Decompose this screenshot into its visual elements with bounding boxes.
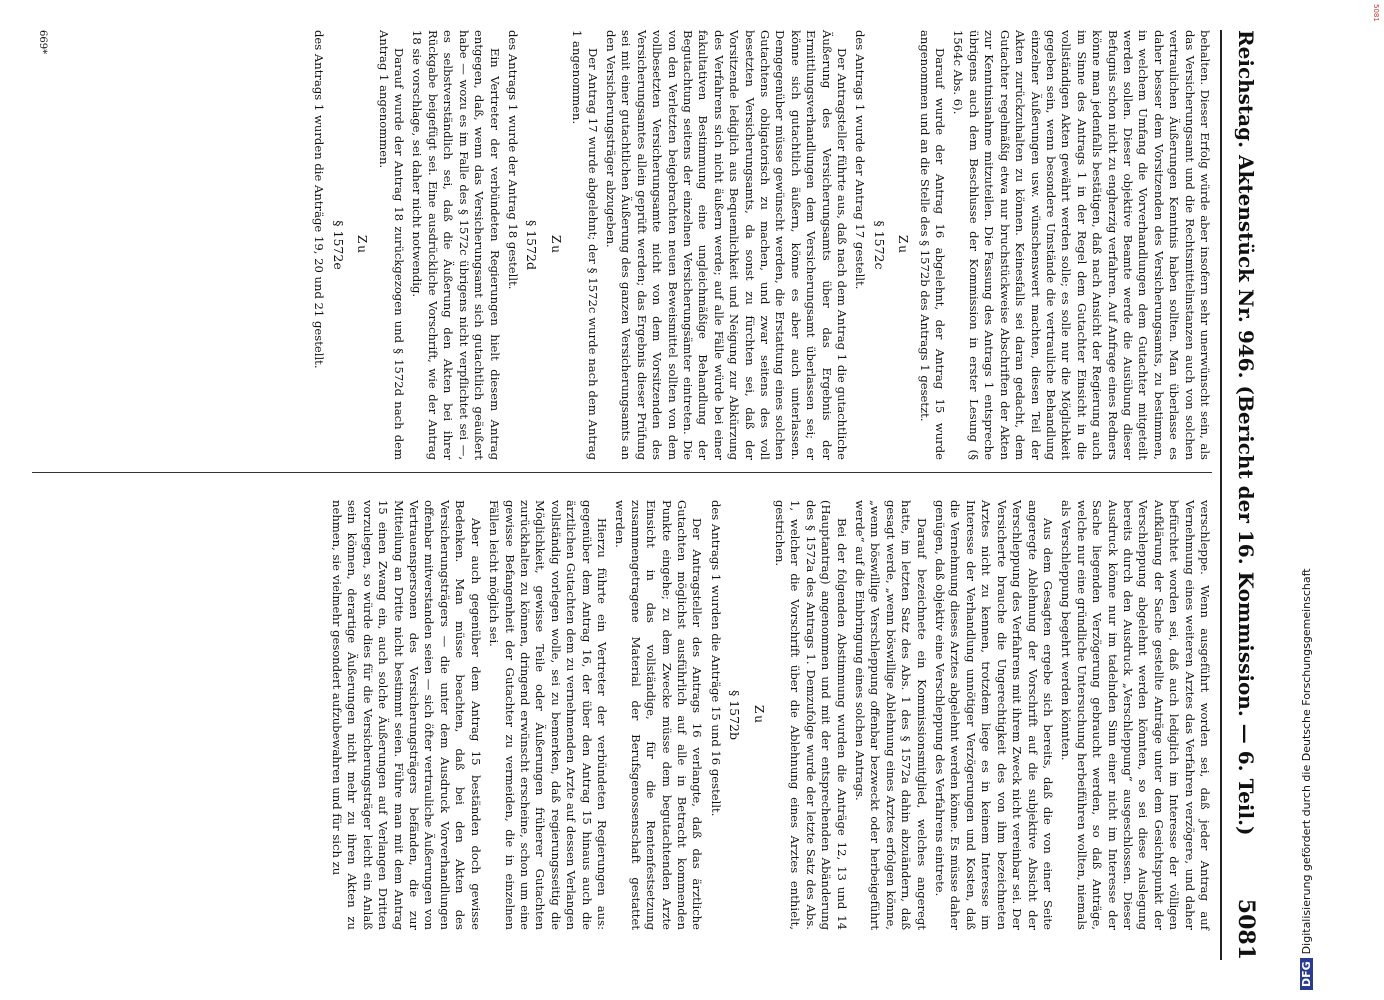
paragraph: Der Antragsteller des Antrags 16 verlangte, daß das ärztliche Gutachten möglichst ausführlich auf alle in Betracht kommenden Punkte eingehe; zu dem Zwecke müsse dem begutachtenden Arzte Einsicht in das vollständige, für die Rentenfestsetzung zusammengetragene Material der Berufsgenossenschaft gestattet werden. xyxy=(613,500,705,930)
paragraph: behalten. Dieser Erfolg würde aber insofern sehr unerwünscht sein, als das Versicherungsamt und die Rechtsmittelinstanzen auch von solchen vertraulichen Äußerungen Kenntnis haben sollten. Man überlasse es daher besser dem Vorsitzenden des Versicherungsamts, zu bestimmen, in welchem Umfang die Vorverhandlungen dem Gutachter mitgeteilt werden sollen. Dieser objektive Beamte werde die Ausübung dieser Befugnis schon nicht zu engherzig verfahren. Auf Anfrage eines Redners könne man jedenfalls bestätigen, daß nach Ansicht der Regierung auch im Sinne des Antrags 1 in der Regel dem Gutachter Einsicht in die vollständigen Akten gewährt werden solle; es solle nur die Möglichkeit gegeben sein, wenn besondere Umstände die vertrauliche Behandlung einzelner Äußerungen usw. wünschenswert machten, diesen Teil der Akten zurückzuhalten zu können. Keinesfalls sei daran gedacht, dem Gutachter regelmäßig etwa nur bruchstückweise Abschriften der Akten zur Kenntnisnahme mitzuteilen. Die Fassung des Antrags 1 entspreche übrigens auch dem Beschlusse der Kommission in erster Lesung (§ 1564c Abs. 6). xyxy=(951,30,1212,460)
section-intro: Zu xyxy=(751,704,766,726)
paragraph: Darauf wurde der Antrag 16 abgelehnt, der Antrag 15 wurde angenommen und an die Stelle des § 1572b des Antrags 1 gesetzt. xyxy=(917,30,948,460)
section-heading: § 1572b xyxy=(727,689,743,741)
section-heading: § 1572e xyxy=(330,220,346,270)
paragraph: Der Antrag 17 wurde abgelehnt; der § 1572c wurde nach dem Antrag 1 angenommen. xyxy=(570,30,600,460)
section-intro: Zu xyxy=(355,234,370,256)
section-intro: Zu xyxy=(896,234,911,256)
paragraph: Ein Vertreter der verbündeten Regierungen hielt diesem Antrag entgegen, daß, wenn das Versicherungsamt sich gutachtlich geäußert habe — wozu es im Falle des § 1572c übrigens nicht verpflichtet sei —, es selbstverständlich sei, daß die Äußerung den Akten bei ihrer Rückgabe beigefügt sei. Eine ausdrückliche Vorschrift, wie der Antrag 18 sie vorschlage, sei daher nicht notwendig. xyxy=(410,30,502,460)
funding-notice xyxy=(1300,568,1313,990)
header-title: Reichstag. Aktenstück Nr. 946. (Bericht der 16. Kommission. — 6. Teil.) xyxy=(1234,30,1258,836)
paragraph: Der Antragsteller führte aus, daß nach dem Antrag 1 die gutachtliche Äußerung des Versicherungsamts über das Ergebnis der Ermittlungsverhandlungen dem Versicherungsamt überlassen sei; er könne sich gutachtlich äußern, könne es aber auch unterlassen. Demgegenüber müsse gewünscht werden, die Erstattung eines solchen Gutachtens obligatorisch zu machen, und zwar seitens des voll besetzten Versicherungsamts, da sonst zu fürchten sei, daß der Vorsitzende lediglich aus Bequemlichkeit und Neigung zur Abkürzung des Verfahrens sich nicht äußern werde; auf alle Fälle würde bei einer fakultativen Bestimmung eine ungleichmäßige Behandlung der Begutachtung seitens der einzelnen Versicherungsämter eintreten. Die von den Verletzten beigebrachten neuen Beweismittel sollten von dem vollbesetzten Versicherungsamte nicht von dem Vorsitzenden des Versicherungsamtes allein geprüft werden; das Ergebnis dieser Prüfung sei mit einer gutachtlichen Äußerung des ganzen Versicherungsamts an den Versicherungsträger abzugeben. xyxy=(603,30,850,460)
column-divider xyxy=(32,472,1212,473)
page-header xyxy=(1220,30,1270,960)
paragraph: Bei der folgenden Abstimmung wurden die Anträge 12, 13 und 14 (Hauptantrag) angenommen und mit der entsprechenden Abänderung des § 1572a des Antrags 1. Demzufolge wurde der letzte Satz des Abs. 1, welcher die Vorschrift über die Ablehnung eines Arztes enthielt, gestrichen. xyxy=(773,500,849,930)
section-intro: Zu xyxy=(548,234,563,256)
funding-text: Digitalisierung gefördert durch die Deutsche Forschungsgemeinschaft xyxy=(1300,568,1313,955)
section-heading: § 1572c xyxy=(871,220,887,270)
paragraph: des Antrags 1 wurden die Anträge 15 und 16 gestellt. xyxy=(708,500,723,817)
paragraph: des Antrags 1 wurde der Antrag 17 gestellt. xyxy=(853,30,868,290)
page-number: 5081 xyxy=(1233,898,1259,960)
funding-sidebar xyxy=(1300,568,1320,990)
paragraph: des Antrags 1 wurde der Antrag 18 gestellt. xyxy=(505,30,520,290)
section-heading: § 1572d xyxy=(524,219,540,271)
dfg-logo: DFG xyxy=(1300,958,1313,990)
paragraph: Hierzu führte ein Vertreter der verbündeten Regierungen aus: gegenüber dem Antrag 16, der über den Antrag 15 hinaus auch die ärztlichen Gutachten dem zu vernehmenden Arzte auf dessen Verlangen vollständig vorlegen wolle, sei zu bemerken, daß regierungsseitig die Möglichkeit, gewisse Teile oder Äußerungen früherer Gutachten zurückhalten zu können, dringend erwünscht erscheine, schon um eine gewisse Befangenheit der Gutachter zu vermeiden, die in einzelnen Fällen leicht möglich sei. xyxy=(487,500,609,930)
text-column-left xyxy=(326,500,1212,930)
paragraph: verschleppe. Wenn ausgeführt worden sei, daß jeder Antrag auf Vernehmung eines weiteren Arztes das Verfahren verzögere, und daher befürchtet worden sei, daß auch lediglich im Interesse der völligen Aufklärung der Sache gestellte Anträge unter dem Gesichtspunkt der Verschleppung abgelehnt werden könnten, so sei diese Auslegung bereits durch den Ausdruck „Verschleppung“ ausgeschlossen. Dieser Ausdruck könne nur im tadelnden Sinn einer nicht im Interesse der Sache liegenden Verzögerung gebraucht werden, so daß Anträge, welche nur eine gründliche Untersuchung herbeiführen wollten, niemals als Verschleppung begehrt werden könnten. xyxy=(1059,500,1212,930)
paragraph: des Antrags 1 wurden die Anträge 19, 20 und 21 gestellt. xyxy=(312,30,327,369)
page-footer-mark: 669* xyxy=(37,30,48,55)
corner-stamp: 5081 xyxy=(1372,4,1380,22)
paragraph: Aber auch gegenüber dem Antrag 15 beständen doch gewisse Bedenken. Man müsse beachten, daß bei den Akten des Versicherungsträgers — die unter dem Ausdruck Vorverhandlungen offenbar mitverstanden seien — sich öfter vertrauliche Äußerungen von Vertrauenspersonen des Versicherungsträgers befänden, die zur Mitteilung an Dritte nicht bestimmt seien. Führe man mit dem Antrag 15 einen Zwang ein, auch solche Äußerungen auf Verlangen Dritten vorzulegen, so würde dies für die Versicherungsträger leicht ein Anlaß sein können, derartige Äußerungen nicht mehr zu ihren Akten zu nehmen, sie vielmehr gesondert aufzubewahren und für sich zu xyxy=(330,500,483,930)
paragraph: Darauf bezeichnete ein Kommissionsmitglied, welches angeregt hatte, im letzten Satz des Abs. 1 des § 1572a dahin abzuändern, daß gesagt werde, „wenn böswillige Ablehnung eines Arztes erfolgen könne, „wenn böswillige Verschleppung offenbar bezweckt oder herbeigeführt werde“ auf die Einbringung eines solchen Antrags. xyxy=(853,500,929,930)
paragraph: Aus dem Gesagten ergebe sich bereits, daß die von einer Seite angeregte Ablehnung der Vorschrift auf die subjektive Absicht der Verschleppung des Verfahrens mit ihrem Zweck nicht vereinbar sei. Der Versicherte brauche die Ungerechtigkeit des von ihm bezeichneten Arztes nicht zu kennen, trotzdem liege es in keinem Interesse im Interesse der Verhandlung unnötiger Verzögerungen und Kosten, daß die Vernehmung dieses Arztes abgelehnt werden könne. Es müsse daher genügen, daß objektiv eine Verschleppung des Verfahrens eintrete. xyxy=(933,500,1055,930)
paragraph: Darauf wurde der Antrag 18 zurückgezogen und § 1572d nach dem Antrag 1 angenommen. xyxy=(376,30,407,460)
text-column-right xyxy=(308,30,1212,460)
